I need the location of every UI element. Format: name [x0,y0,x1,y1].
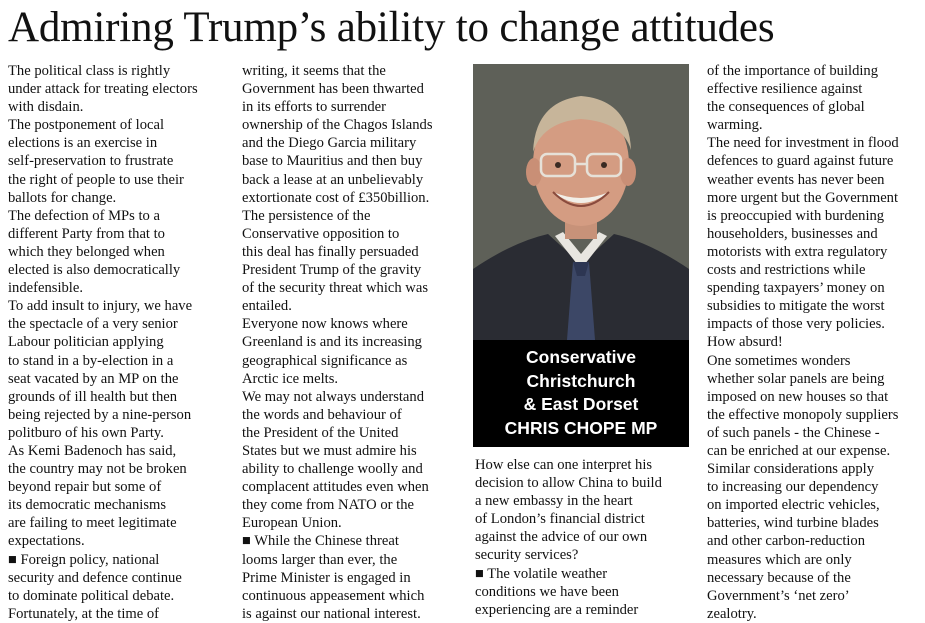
paragraph: The need for investment in flood defences to guard against future weather events has never been more urgent but the Government is preoccupied with burdening householders, businesses and motorists with extra regulatory costs and restrictions while spending taxpayers’ money on subsidies to mitigate the worst impacts of those very policies. How absurd! [707,135,899,351]
column-2 [242,62,468,623]
paragraph: ■ The volatile weather conditions we have been experiencing are a reminder [475,565,639,618]
paragraph: How else can one interpret his decision to allow China to build a new embassy in the heart of London’s financial district against the advice of our own security services? [475,457,662,564]
paragraph: ■ While the Chinese threat looms larger than ever, the Prime Minister is engaged in continuous appeasement which is against our national interest. [242,533,425,622]
author-photo [473,64,689,340]
portrait-illustration [473,64,689,340]
paragraph: To add insult to injury, we have the spectacle of a very senior Labour politician applying to stand in a by-election in a seat vacated by an MP on the grounds of ill health but then being rejected by a nine-person politburo of his own Party. [8,298,193,441]
paragraph: Similar considerations apply to increasing our dependency on imported electric vehicles, batteries, wind turbine blades and other carbon-reduction measures which are only necessary because of the Government’s ‘net zero’ zealotry. [707,461,880,622]
caption-constituency: Christchurch [526,370,636,391]
caption-constituency-cont: & East Dorset [523,394,639,414]
paragraph: The defection of MPs to a different Party from that to which they belonged when elected is also democratically indefensible. [8,207,181,297]
column-1 [8,62,234,623]
paragraph: of the importance of building effective resilience against the consequences of global warming. [707,63,879,134]
paragraph: ■ Foreign policy, national security and defence continue to dominate political debate. Fortunately, at the time of [8,551,182,622]
paragraph: The persistence of the Conservative opposition to this deal has finally persuaded President Trump of the gravity of the security threat which was entailed. [242,207,429,315]
column-4 [707,62,923,623]
column-3 [475,456,687,619]
caption-party: Conservative [526,347,636,367]
paragraph: The political class is rightly under attack for treating electors with disdain. [8,63,198,116]
author-caption [473,340,689,447]
paragraph: writing, it seems that the Government has been thwarted in its efforts to surrender ownership of the Chagos Islands and the Diego Garcia military base to Mauritius and then buy back a lease at an unbelievably extortionate cost of £350billion. [242,63,433,206]
headline: Admiring Trump’s ability to change attitudes [8,4,775,51]
caption-author-name: CHRIS CHOPE MP [504,417,658,438]
paragraph: The postponement of local elections is an exercise in self-preservation to frustrate the right of people to use their ballots for change. [8,117,184,206]
paragraph: As Kemi Badenoch has said, the country may not be broken beyond repair but some of its democratic mechanisms are failing to meet legitimate expectations. [8,442,187,550]
paragraph: We may not always understand the words and behaviour of the President of the United States but we must admire his ability to challenge woolly and complacent attitudes even when they come from NATO or the European Union. [242,388,429,532]
paragraph: One sometimes wonders whether solar panels are being imposed on new houses so that the effective monopoly suppliers of such panels - the Chinese - can be enriched at our expense. [707,352,899,459]
paragraph: Everyone now knows where Greenland is and its increasing geographical significance as Arctic ice melts. [242,316,422,387]
